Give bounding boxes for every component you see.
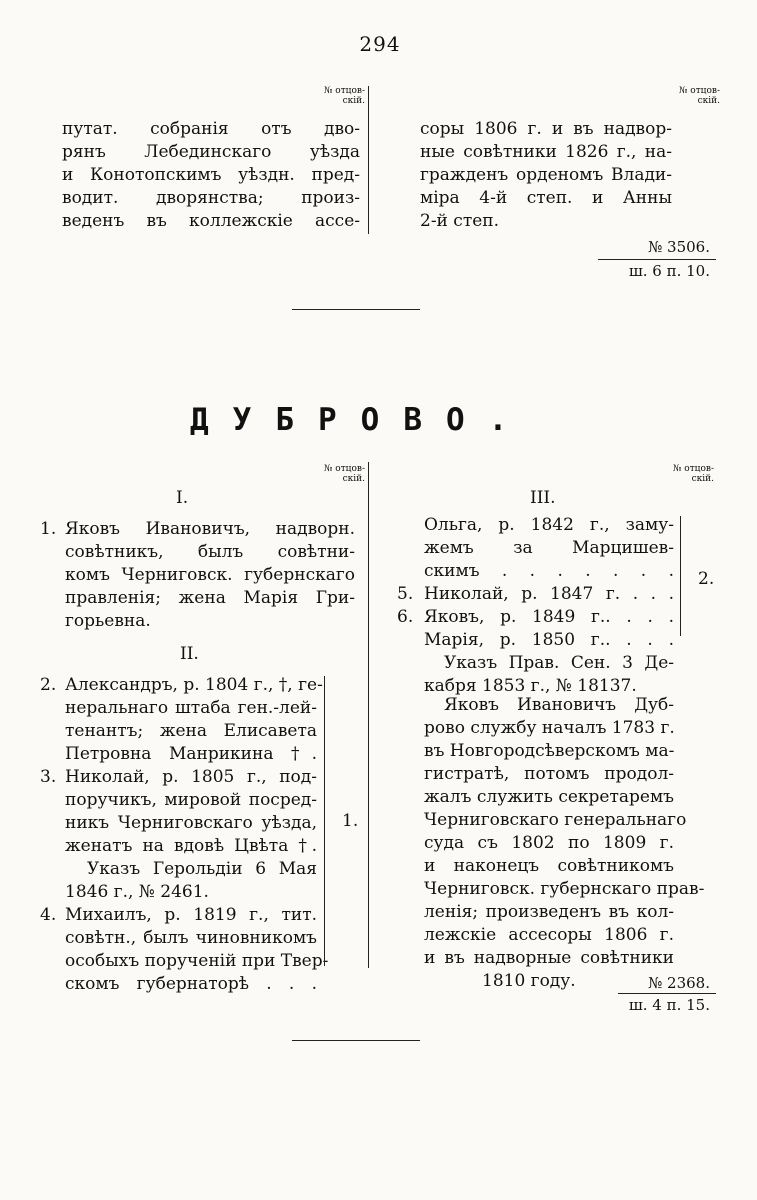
text-line: ные совѣтники 1826 г., на- — [420, 142, 672, 162]
left-column-header — [305, 464, 365, 484]
header-line: скій. — [691, 474, 714, 484]
generation-heading-1: I. — [176, 488, 189, 508]
entry-4-mikhail — [65, 904, 329, 996]
text-line: рово службу началъ 1783 г. — [424, 718, 675, 738]
text-line: тенантъ; жена Елисавета — [65, 721, 317, 741]
text-line: комъ Черниговск. губернскаго — [65, 565, 355, 585]
entry-number: 3. — [40, 767, 57, 787]
text-line: совѣтн., былъ чиновникомъ — [65, 928, 317, 948]
entry-6-yakov: Яковъ, р. 1849 г.. . . . — [424, 607, 674, 627]
page-number: 294 — [359, 32, 401, 56]
entry-number: 2. — [40, 675, 57, 695]
text-line: Николай, р. 1805 г., под- — [65, 767, 317, 787]
group-brace — [674, 516, 681, 636]
text-line: водит. дворянства; произ- — [62, 188, 360, 208]
text-line: и въ надворные совѣтники — [424, 948, 674, 968]
text-line: 2-й степ. — [420, 211, 500, 231]
text-line: и наконецъ совѣтникомъ — [424, 856, 674, 876]
top-left-text — [62, 118, 360, 233]
text-line: Михаилъ, р. 1819 г., тит. — [65, 905, 317, 925]
top-reference-number: № 3506. — [648, 238, 710, 256]
text-line: Указъ Прав. Сен. 3 Де- — [444, 653, 674, 673]
text-line: кабря 1853 г., № 18137. — [424, 676, 637, 696]
text-line: поручикъ, мировой посред- — [65, 790, 317, 810]
bottom-reference-number: № 2368. — [648, 974, 710, 992]
text-line: скимъ . . . . . . . — [424, 561, 674, 581]
text-line: гистратѣ, потомъ продол- — [424, 764, 674, 784]
text-line: лежскіе ассесоры 1806 г. — [424, 925, 674, 945]
entry-2-alexander — [65, 674, 323, 766]
text-line: никъ Черниговскаго уѣзда, — [65, 813, 317, 833]
top-right-text — [420, 118, 672, 233]
text-line: Указъ Герольдіи 6 Мая — [87, 859, 317, 879]
entry-1-yakov — [65, 518, 355, 633]
bottom-reference-location: ш. 4 п. 15. — [628, 996, 710, 1014]
entry-olga — [424, 514, 674, 583]
text-line: суда съ 1802 по 1809 г. — [424, 833, 674, 853]
header-line: скій. — [697, 96, 720, 106]
group-reference-number: 1. — [342, 811, 359, 831]
text-line: въ Новгородсѣверскомъ ма- — [424, 741, 675, 761]
top-column-divider — [368, 86, 369, 234]
text-line: Яковъ Ивановичъ, надворн. — [65, 519, 355, 539]
header-line: № отцов- — [672, 464, 714, 474]
group-brace — [318, 676, 325, 966]
middle-column-divider — [368, 462, 369, 968]
top-left-column-header — [305, 86, 365, 106]
section-separator — [292, 1040, 420, 1041]
text-line: Яковъ Ивановичъ Дуб- — [444, 695, 674, 715]
text-line: женатъ на вдовѣ Цвѣта †. — [65, 836, 317, 856]
text-line: особыхъ порученій при Твер- — [65, 951, 329, 971]
generation-heading-2: II. — [180, 644, 199, 664]
generation-heading-3: III. — [530, 488, 556, 508]
text-line: Черниговскаго генеральнаго — [424, 810, 687, 830]
text-line: ленія; произведенъ въ кол- — [424, 902, 674, 922]
text-line: правленія; жена Марія Гри- — [65, 588, 355, 608]
family-title: ДУБРОВО. — [190, 402, 532, 438]
header-line: скій. — [342, 96, 365, 106]
text-line: міра 4-й степ. и Анны — [420, 188, 672, 208]
section-separator — [292, 309, 420, 310]
header-line: № отцов- — [323, 86, 365, 96]
entry-number: 1. — [40, 519, 57, 539]
text-line: горьевна. — [65, 611, 151, 631]
entry-number: 6. — [397, 607, 414, 627]
header-line: № отцов- — [678, 86, 720, 96]
text-line: Черниговск. губернскаго прав- — [424, 879, 705, 899]
text-line: Ольга, р. 1842 г., заму- — [424, 515, 674, 535]
text-line: рянъ Лебединскаго уѣзда — [62, 142, 360, 162]
header-line: скій. — [342, 474, 365, 484]
text-line: скомъ губернаторѣ . . . — [65, 974, 317, 994]
text-line: Петровна Манрикина †. — [65, 744, 317, 764]
group-reference-number: 2. — [698, 569, 715, 589]
entry-number: 4. — [40, 905, 57, 925]
entry-3-nikolai — [65, 766, 317, 904]
header-line: № отцов- — [323, 464, 365, 474]
text-line: гражденъ орденомъ Влади- — [420, 165, 672, 185]
top-reference-location: ш. 6 п. 10. — [628, 262, 710, 280]
text-line: путат. собранія отъ дво- — [62, 119, 360, 139]
entry-number: 5. — [397, 584, 414, 604]
text-line: соры 1806 г. и въ надвор- — [420, 119, 672, 139]
text-line: жемъ за Марцишев- — [424, 538, 674, 558]
text-line: 1846 г., № 2461. — [65, 882, 209, 902]
text-line: веденъ въ коллежскіе ассе- — [62, 211, 360, 231]
text-line: неральнаго штаба ген.-лей- — [65, 698, 317, 718]
entry-maria: Марія, р. 1850 г.. . . . — [424, 630, 674, 650]
senate-decree — [424, 652, 674, 698]
entry-5-nikolai: Николай, р. 1847 г. . . . — [424, 584, 674, 604]
text-line: 1810 году. — [482, 971, 576, 991]
text-line: жалъ служить секретаремъ — [424, 787, 674, 807]
text-line: совѣтникъ, былъ совѣтни- — [65, 542, 355, 562]
text-line: и Конотопскимъ уѣздн. пред- — [62, 165, 360, 185]
top-right-column-header — [660, 86, 720, 106]
right-column-header — [654, 464, 714, 484]
text-line: Александръ, р. 1804 г., †, ге- — [65, 675, 323, 695]
